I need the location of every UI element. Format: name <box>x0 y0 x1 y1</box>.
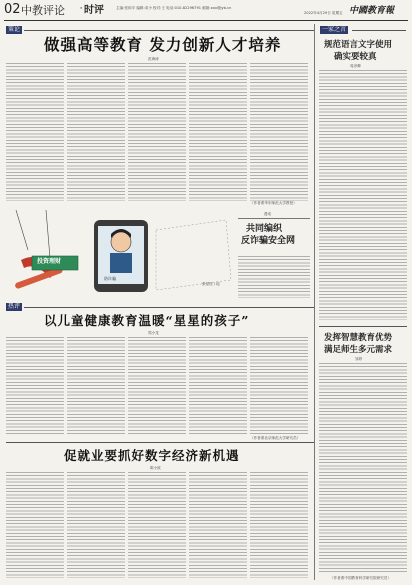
side1-byline: 周彦卿 <box>350 64 361 68</box>
masthead <box>4 3 408 21</box>
lead-text-col-1 <box>6 63 64 201</box>
section-rule-3 <box>6 442 314 443</box>
section-rule <box>24 30 314 31</box>
right-section-rule-2 <box>319 326 407 327</box>
paper-name: 中國教育報 <box>349 6 395 16</box>
cartoon-title-line1: 共同编织 <box>246 224 283 234</box>
side2-byline: 邹婷 <box>355 357 363 361</box>
cartoon <box>6 210 236 296</box>
cartoon-title-box <box>238 212 310 252</box>
mid-text-col-5 <box>250 337 308 435</box>
bottom-byline: 陈小波 <box>150 466 161 470</box>
side2-headline-line2: 满足师生多元需求 <box>324 345 393 355</box>
column-divider <box>314 24 315 580</box>
mid-text-col-2 <box>67 337 125 435</box>
section-tag-celun: 策论 <box>8 26 21 33</box>
cartoon-title-line2: 反诈骗安全网 <box>241 236 296 246</box>
mid-text-col-1 <box>6 337 64 435</box>
side2-footnote: （作者系中国教育科学研究院研究员） <box>330 576 392 580</box>
mid-byline: 郑小龙 <box>148 331 159 335</box>
section-tag-repin: 热评 <box>8 303 21 310</box>
side2-headline-line1: 发挥智慧教育优势 <box>324 333 393 343</box>
bottom-text-col-2 <box>67 472 125 578</box>
mid-text-col-4 <box>189 337 247 435</box>
section-title: 中教评论 <box>21 4 65 17</box>
editor-info: 主编:张和平 编辑:邓小 校对:王 电话:010-82296791 邮箱:xxx@jyb.cn <box>116 6 232 10</box>
lead-byline: 范海涛 <box>148 57 159 61</box>
page-number: 02 <box>4 2 21 17</box>
cartoon-credit: 张星桂 / 绘 <box>202 282 220 286</box>
cartoon-caption: 漫话 <box>264 212 272 216</box>
lead-text-col-5 <box>250 63 308 201</box>
mid-text-col-3 <box>128 337 186 435</box>
side1-text <box>319 70 407 320</box>
lead-text-col-2 <box>67 63 125 201</box>
cartoon-title-rule <box>238 218 310 219</box>
issue-date: 2022年4月29日 星期五 <box>304 11 343 15</box>
lead-text-col-4 <box>189 63 247 201</box>
section-rule-2 <box>24 307 314 308</box>
bottom-text-col-3 <box>128 472 186 578</box>
cartoon-sign-text: 投资理财 <box>37 258 62 265</box>
side2-text <box>319 363 407 573</box>
lead-text-col-3 <box>128 63 186 201</box>
side1-headline-line2: 确实要较真 <box>334 52 377 62</box>
lead-footnote: （作者系华东师范大学教授） <box>250 201 297 205</box>
bottom-text-col-1 <box>6 472 64 578</box>
cartoon-bubble-text: 防诈骗 <box>104 276 116 281</box>
right-section-rule <box>352 30 406 31</box>
masthead-rule <box>4 20 408 21</box>
mid-headline: 以儿童健康教育温暖“星星的孩子” <box>44 313 250 328</box>
side1-headline-line1: 规范语言文字使用 <box>324 40 393 50</box>
section-tag-yijiazhiyan: 一家之言 <box>322 26 347 33</box>
bottom-text-col-4 <box>189 472 247 578</box>
lead-headline: 做强高等教育 发力创新人才培养 <box>44 35 282 54</box>
cartoon-text <box>238 256 310 298</box>
subsection-title: 时评 <box>84 5 104 16</box>
section-dot: · <box>80 5 83 12</box>
bottom-headline: 促就业要抓好数字经济新机遇 <box>64 448 240 463</box>
bottom-text-col-5 <box>250 472 308 578</box>
mid-footnote: （作者系北京师范大学研究员） <box>250 436 301 440</box>
